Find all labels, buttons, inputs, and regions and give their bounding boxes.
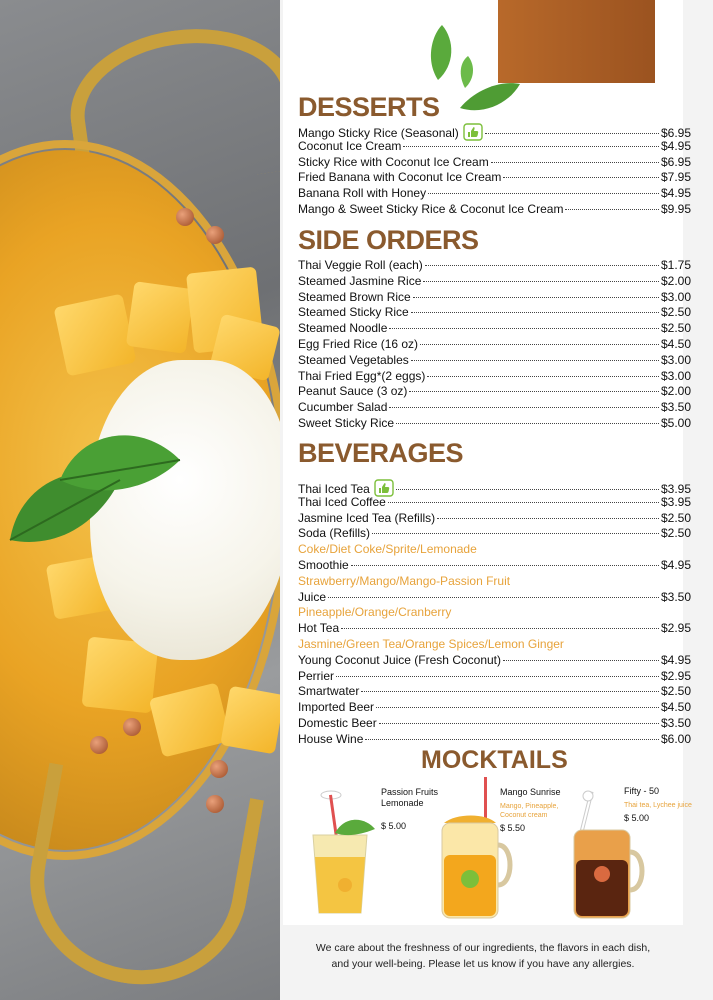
- dot-leader: [351, 565, 659, 566]
- mango-sunrise-drink-icon: [436, 775, 516, 920]
- menu-item-price: $9.95: [660, 201, 691, 216]
- mocktail-desc: Mango, Pineapple,: [500, 803, 559, 810]
- mango-piece: [220, 686, 280, 755]
- menu-item: [298, 305, 691, 321]
- dessert-photo: [0, 0, 280, 1000]
- thumbs-up-icon: [463, 123, 483, 141]
- menu-item-name: Domestic Beer: [298, 715, 377, 730]
- menu-item-price: $2.50: [660, 305, 691, 320]
- menu-item-name: Steamed Brown Rice: [298, 289, 411, 304]
- mocktail-desc: Thai tea, Lychee juice: [624, 802, 692, 809]
- mocktail-price: $ 5.50: [500, 823, 526, 833]
- menu-item-name: Imported Beer: [298, 700, 375, 715]
- mocktail-name: Lemonade: [381, 798, 424, 808]
- bowl-rivet: [90, 736, 108, 754]
- dot-leader: [428, 193, 659, 194]
- dot-leader: [379, 723, 659, 724]
- menu-item: [298, 653, 691, 669]
- menu-item-price: $4.50: [660, 700, 691, 715]
- menu-item: [298, 170, 691, 186]
- menu-item: [298, 139, 691, 155]
- menu-item: [298, 290, 691, 306]
- dot-leader: [503, 660, 659, 661]
- menu-item-name: Sticky Rice with Coconut Ice Cream: [298, 154, 489, 169]
- menu-item-price: $3.50: [660, 715, 691, 730]
- mango-piece: [53, 293, 136, 376]
- menu-item-price: $2.50: [660, 526, 691, 541]
- dot-leader: [336, 676, 659, 677]
- menu-item-price: $2.95: [660, 621, 691, 636]
- dot-leader: [503, 177, 659, 178]
- dot-leader: [388, 502, 659, 503]
- menu-item-name: Cucumber Salad: [298, 400, 388, 415]
- passion-lemonade-drink-icon: [305, 785, 385, 920]
- dot-leader: [565, 209, 659, 210]
- menu-item: [298, 274, 691, 290]
- menu-item-price: $4.95: [660, 138, 691, 153]
- menu-item-name: Mango Sticky Rice (Seasonal): [298, 123, 483, 142]
- menu-item-name: Steamed Jasmine Rice: [298, 273, 422, 288]
- bowl-rivet: [176, 208, 194, 226]
- dot-leader: [420, 344, 659, 345]
- menu-item: [298, 526, 691, 542]
- menu-item: [298, 337, 691, 353]
- menu-item: [298, 384, 691, 400]
- menu-item-name: Thai Fried Egg*(2 eggs): [298, 368, 426, 383]
- beverages-list: [298, 479, 691, 748]
- menu-item: [298, 400, 691, 416]
- menu-item-price: $6.95: [660, 154, 691, 169]
- dot-leader: [403, 146, 659, 147]
- menu-item-name: Sweet Sticky Rice: [298, 415, 395, 430]
- desserts-title: DESSERTS: [298, 92, 440, 122]
- dot-leader: [437, 518, 659, 519]
- menu-item-price: $6.95: [660, 126, 691, 140]
- menu-item-options: Coke/Diet Coke/Sprite/Lemonade: [298, 542, 477, 557]
- dot-leader: [389, 328, 659, 329]
- menu-item: [298, 186, 691, 202]
- menu-item-name: Peanut Sauce (3 oz): [298, 384, 408, 399]
- dot-leader: [413, 297, 659, 298]
- menu-item: [298, 202, 691, 218]
- menu-item: [298, 258, 691, 274]
- menu-item-price: $4.95: [660, 186, 691, 201]
- menu-item-name: Steamed Noodle: [298, 321, 388, 336]
- menu-item-name: Soda (Refills): [298, 526, 371, 541]
- allergy-notice: [283, 940, 683, 972]
- menu-item-name: Coconut Ice Cream: [298, 138, 402, 153]
- bowl-handle-bottom: [14, 763, 264, 1000]
- dot-leader: [409, 391, 659, 392]
- allergy-notice-line2: and your well-being. Please let us know if you have any allergies.: [331, 958, 635, 970]
- menu-item-name: Young Coconut Juice (Fresh Coconut): [298, 652, 502, 667]
- allergy-notice-line1: We care about the freshness of our ingredients, the flavors in each dish,: [315, 942, 651, 954]
- dot-leader: [425, 265, 659, 266]
- menu-item-price: $3.00: [660, 352, 691, 367]
- menu-item: [298, 495, 691, 511]
- menu-item: [298, 123, 691, 139]
- menu-item-options: Jasmine/Green Tea/Orange Spices/Lemon Ginger: [298, 636, 564, 651]
- menu-item-name: Thai Iced Coffee: [298, 494, 386, 509]
- dot-leader: [491, 162, 659, 163]
- menu-item-name: Thai Veggie Roll (each): [298, 258, 423, 272]
- menu-item: [298, 684, 691, 700]
- bowl-rivet: [206, 226, 224, 244]
- dot-leader: [341, 628, 659, 629]
- menu-item-name: Juice: [298, 589, 327, 604]
- menu-item-name: Steamed Vegetables: [298, 352, 409, 367]
- menu-item-price: $3.95: [660, 494, 691, 509]
- mocktail-passion-fruits: [381, 787, 438, 831]
- mocktails-title: MOCKTAILS: [421, 746, 568, 774]
- mocktail-price: $ 5.00: [381, 821, 407, 831]
- menu-item-price: $1.75: [660, 258, 691, 272]
- menu-item: [298, 590, 691, 606]
- dot-leader: [365, 739, 659, 740]
- menu-item-name: Mango & Sweet Sticky Rice & Coconut Ice Cream: [298, 201, 564, 216]
- menu-item-price: $6.00: [660, 731, 691, 746]
- dot-leader: [423, 281, 659, 282]
- fifty-50-drink-icon: [568, 790, 648, 920]
- dot-leader: [411, 312, 659, 313]
- menu-item: [298, 155, 691, 171]
- mocktail-desc: Coconut cream: [500, 812, 548, 819]
- menu-item-name: House Wine: [298, 731, 364, 746]
- dot-leader: [372, 533, 659, 534]
- menu-item-name: Hot Tea: [298, 621, 340, 636]
- menu-item: [298, 369, 691, 385]
- menu-item-price: $3.50: [660, 400, 691, 415]
- beverages-title: BEVERAGES: [298, 438, 464, 468]
- menu-item-name: Steamed Sticky Rice: [298, 305, 409, 320]
- menu-item-price: $3.00: [660, 289, 691, 304]
- menu-item-name: Smartwater: [298, 684, 360, 699]
- mango-piece: [126, 281, 194, 354]
- dot-leader: [411, 360, 659, 361]
- side-orders-list: [298, 258, 691, 432]
- mocktail-price: $ 5.00: [624, 813, 650, 823]
- dot-leader: [396, 489, 659, 490]
- menu-item-price: $5.00: [660, 415, 691, 430]
- menu-item-price: $3.95: [660, 482, 691, 496]
- menu-item-price: $4.95: [660, 652, 691, 667]
- menu-item: [298, 716, 691, 732]
- dot-leader: [376, 707, 659, 708]
- menu-item-price: $3.50: [660, 589, 691, 604]
- dot-leader: [396, 423, 659, 424]
- menu-item-price: $4.50: [660, 336, 691, 351]
- mocktail-name: Fifty - 50: [624, 786, 660, 796]
- dot-leader: [389, 407, 659, 408]
- menu-item: [298, 558, 691, 574]
- menu-item-name: Smoothie: [298, 557, 349, 572]
- menu-item: [298, 669, 691, 685]
- side-orders-title: SIDE ORDERS: [298, 225, 479, 255]
- mocktail-name: Passion Fruits: [381, 787, 439, 797]
- menu-item-name: Fried Banana with Coconut Ice Cream: [298, 170, 502, 185]
- menu-item: [298, 479, 691, 495]
- menu-item-price: $4.95: [660, 557, 691, 572]
- menu-item: [298, 700, 691, 716]
- menu-item-price: $7.95: [660, 170, 691, 185]
- menu-item-name: Perrier: [298, 668, 335, 683]
- dot-leader: [361, 691, 659, 692]
- menu-item: [298, 321, 691, 337]
- menu-item-price: $2.95: [660, 668, 691, 683]
- menu-item-name: Egg Fried Rice (16 oz): [298, 336, 419, 351]
- menu-item-price: $2.00: [660, 273, 691, 288]
- menu-item-price: $3.00: [660, 368, 691, 383]
- menu-item: [298, 353, 691, 369]
- menu-item-options: Pineapple/Orange/Cranberry: [298, 605, 452, 620]
- menu-item-name: Jasmine Iced Tea (Refills): [298, 510, 436, 525]
- mocktail-name: Mango Sunrise: [500, 787, 561, 797]
- bowl-rivet: [210, 760, 228, 778]
- menu-item: [298, 511, 691, 527]
- mint-leaf-icon: [0, 420, 190, 560]
- menu-item-price: $2.50: [660, 684, 691, 699]
- menu-item-price: $2.50: [660, 321, 691, 336]
- menu-item: [298, 621, 691, 637]
- dot-leader: [328, 597, 659, 598]
- dot-leader: [485, 133, 659, 134]
- menu-item: [298, 416, 691, 432]
- menu-item-price: $2.00: [660, 384, 691, 399]
- desserts-list: [298, 123, 691, 218]
- dot-leader: [427, 376, 659, 377]
- menu-item-price: $2.50: [660, 510, 691, 525]
- menu-item-name: Banana Roll with Honey: [298, 186, 427, 201]
- menu-item-options: Strawberry/Mango/Mango-Passion Fruit: [298, 573, 511, 588]
- bowl-rivet: [123, 718, 141, 736]
- menu-item-name: Thai Iced Tea: [298, 479, 394, 498]
